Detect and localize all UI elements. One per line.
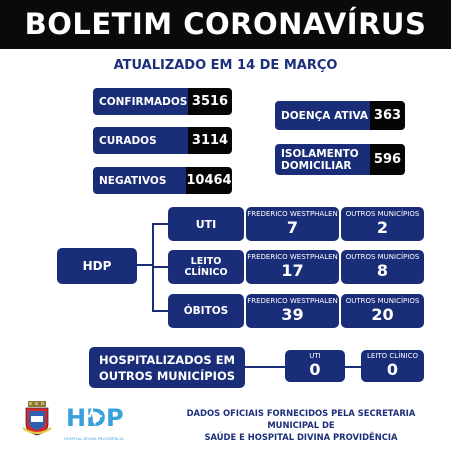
obitos-fw-value: 39 [281,305,304,324]
outros-leito-title: LEITO CLÍNICO [367,352,418,360]
leito-outros-box [341,250,424,284]
update-date: ATUALIZADO EM 14 DE MARÇO [113,58,338,73]
page-title: BOLETIM CORONAVÍRUS [0,0,451,49]
leito-outros-title: OUTROS MUNICÍPIOS [345,253,420,261]
uti-outros-box [341,207,424,241]
hdp-logo-subtitle: HOSPITAL DIVINA PROVIDÊNCIA [64,437,124,441]
uti-fw-value: 7 [286,218,299,237]
municipal-coat-of-arms-logo [22,400,52,438]
doenca-ativa-label: DOENÇA ATIVA [275,101,370,130]
outros-uti-title: UTI [309,352,321,360]
uti-outros-title: OUTROS MUNICÍPIOS [345,210,420,218]
isolamento-label-line2: DOMICILIAR [281,159,352,172]
leito-fw-box [246,250,339,284]
connector-line [245,366,285,368]
uti-fw-box [246,207,339,241]
confirmados-value: 3516 [188,88,232,115]
leito-fw-title: FREDERICO WESTPHALEN [247,253,338,261]
leito-fw-value: 17 [281,261,304,280]
uti-outros-value: 2 [376,218,389,237]
hospitalizados-outros-label [89,347,245,388]
connector-line [152,266,168,268]
obitos-fw-box [246,294,339,328]
uti-label: UTI [168,207,244,241]
obitos-outros-title: OUTROS MUNICÍPIOS [345,297,420,305]
obitos-outros-box [341,294,424,328]
outros-leito-box [361,350,424,382]
obitos-label: ÓBITOS [168,294,244,328]
connector-line [345,366,361,368]
isolamento-label-line1: ISOLAMENTO [281,147,359,160]
isolamento-value: 596 [370,144,405,175]
hospitalizados-line2: OUTROS MUNICÍPIOS [98,368,236,383]
hdp-label: HDP [57,248,137,284]
footer-source-note [160,407,442,443]
leito-clinico-label: LEITO CLÍNICO [168,250,244,284]
outros-uti-value: 0 [309,360,321,379]
hdp-logo [64,402,124,441]
leito-outros-value: 8 [376,261,389,280]
uti-fw-title: FREDERICO WESTPHALEN [247,210,338,218]
doenca-ativa-value: 363 [370,101,405,130]
obitos-fw-title: FREDERICO WESTPHALEN [247,297,338,305]
isolamento-label [275,144,370,175]
connector-line [137,264,153,266]
obitos-outros-value: 20 [371,305,394,324]
hdp-logo-text: HDP [66,404,124,432]
curados-value: 3114 [188,127,232,154]
hdp-logo-graphic [64,402,124,432]
confirmados-label: CONFIRMADOS [93,88,188,115]
negativos-label: NEGATIVOS [93,167,186,194]
curados-label: CURADOS [93,127,188,154]
footer-line2: SAÚDE E HOSPITAL DIVINA PROVIDÊNCIA [204,432,398,442]
outros-leito-value: 0 [386,360,399,379]
connector-line [152,223,168,225]
outros-uti-box [285,350,345,382]
connector-line [152,310,168,312]
negativos-value: 10464 [186,167,232,194]
hospitalizados-line1: HOSPITALIZADOS EM [99,352,235,367]
footer-line1: DADOS OFICIAIS FORNECIDOS PELA SECRETARIA MUNICIPAL DE [186,408,416,430]
